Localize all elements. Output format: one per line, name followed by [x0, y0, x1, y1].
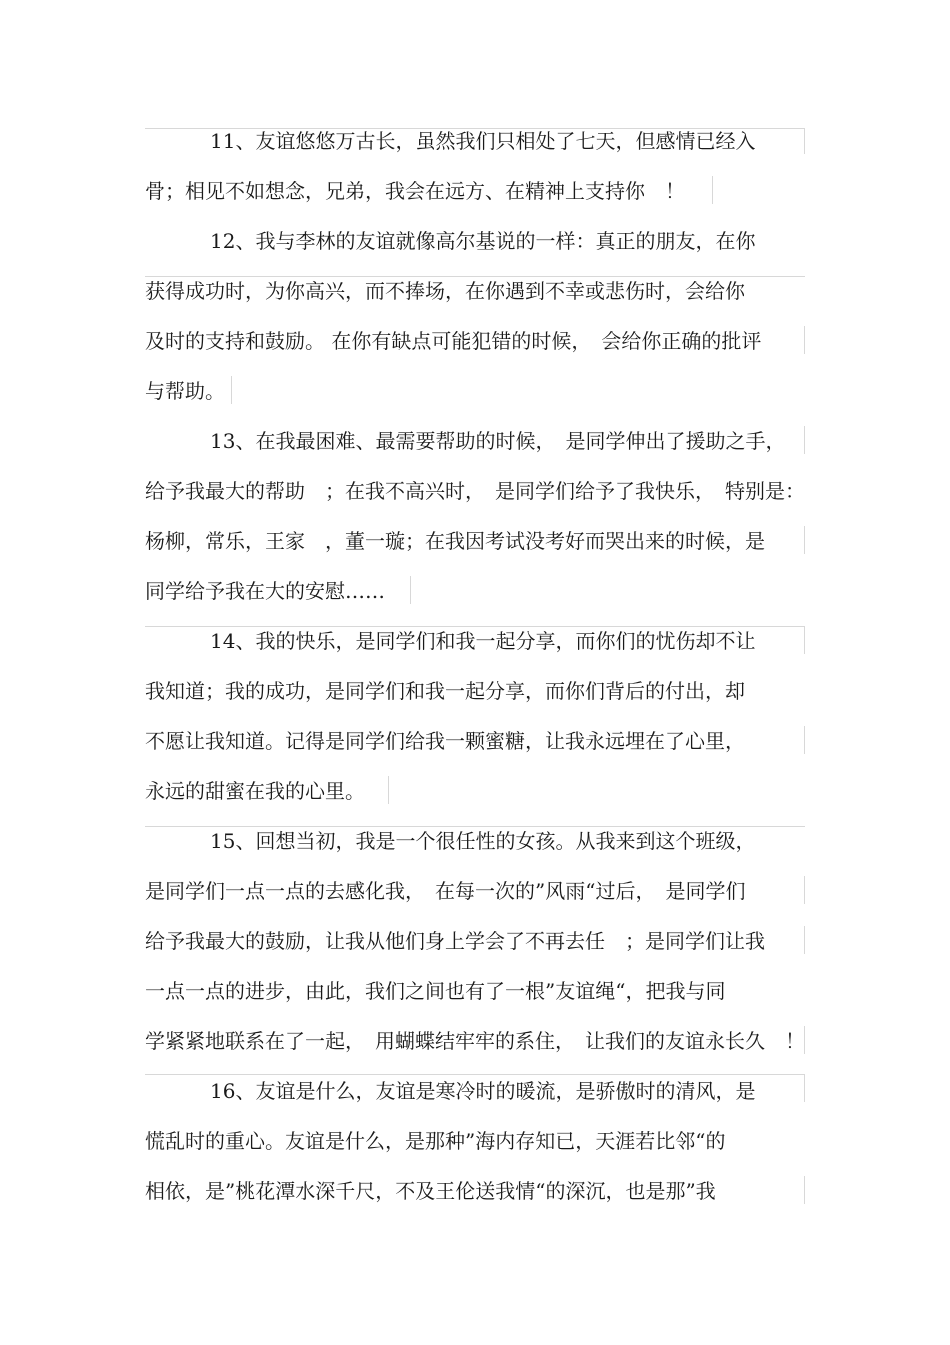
divider-line	[145, 276, 805, 277]
divider-line	[145, 1074, 805, 1075]
paragraph-line: 及时的支持和鼓励。 在你有缺点可能犯错的时候， 会给你正确的批评	[145, 329, 762, 353]
paragraph-line: 慌乱时的重心。友谊是什么，是那种”海内存知已，天涯若比邻“的	[145, 1129, 726, 1153]
paragraph-line: 给予我最大的鼓励，让我从他们身上学会了不再去任 ；是同学们让我	[145, 929, 765, 953]
paragraph-line: 杨柳，常乐，王家 ，董一璇；在我因考试没考好而哭出来的时候，是	[145, 529, 765, 553]
paragraph-line: 相依，是”桃花潭水深千尺，不及王伦送我情“的深沉，也是那”我	[145, 1179, 716, 1203]
paragraph-line: 14、我的快乐，是同学们和我一起分享，而你们的忧伤却不让	[210, 629, 756, 653]
paragraph-line: 12、我与李林的友谊就像高尔基说的一样：真正的朋友，在你	[210, 229, 756, 253]
paragraph-line: 学紧紧地联系在了一起， 用蝴蝶结牢牢的系住， 让我们的友谊永长久 ！	[145, 1029, 805, 1053]
paragraph-line: 获得成功时，为你高兴，而不捧场，在你遇到不幸或悲伤时，会给你	[145, 279, 745, 303]
divider-line	[145, 626, 805, 627]
paragraph-line: 同学给予我在大的安慰……	[145, 579, 385, 603]
paragraph-line: 永远的甜蜜在我的心里。	[145, 779, 365, 803]
paragraph-line: 与帮助。	[145, 379, 225, 403]
paragraph-line: 是同学们一点一点的去感化我， 在每一次的”风雨“过后， 是同学们	[145, 879, 746, 903]
paragraph-line: 15、回想当初，我是一个很任性的女孩。从我来到这个班级，	[210, 829, 756, 853]
divider-line	[145, 826, 805, 827]
paragraph-line: 11、友谊悠悠万古长，虽然我们只相处了七天，但感情已经入	[210, 129, 756, 153]
paragraph-line: 16、友谊是什么，友谊是寒冷时的暖流，是骄傲时的清风，是	[210, 1079, 756, 1103]
paragraph-line: 13、在我最困难、最需要帮助的时候， 是同学伸出了援助之手，	[210, 429, 786, 453]
paragraph-line: 给予我最大的帮助 ；在我不高兴时， 是同学们给予了我快乐， 特别是：	[145, 479, 805, 503]
paragraph-line: 我知道；我的成功，是同学们和我一起分享，而你们背后的付出，却	[145, 679, 745, 703]
paragraph-line: 不愿让我知道。记得是同学们给我一颗蜜糖，让我永远埋在了心里，	[145, 729, 745, 753]
paragraph-line: 一点一点的进步，由此，我们之间也有了一根”友谊绳“，把我与同	[145, 979, 726, 1003]
paragraph-line: 骨；相见不如想念，兄弟，我会在远方、在精神上支持你 ！	[145, 179, 685, 203]
